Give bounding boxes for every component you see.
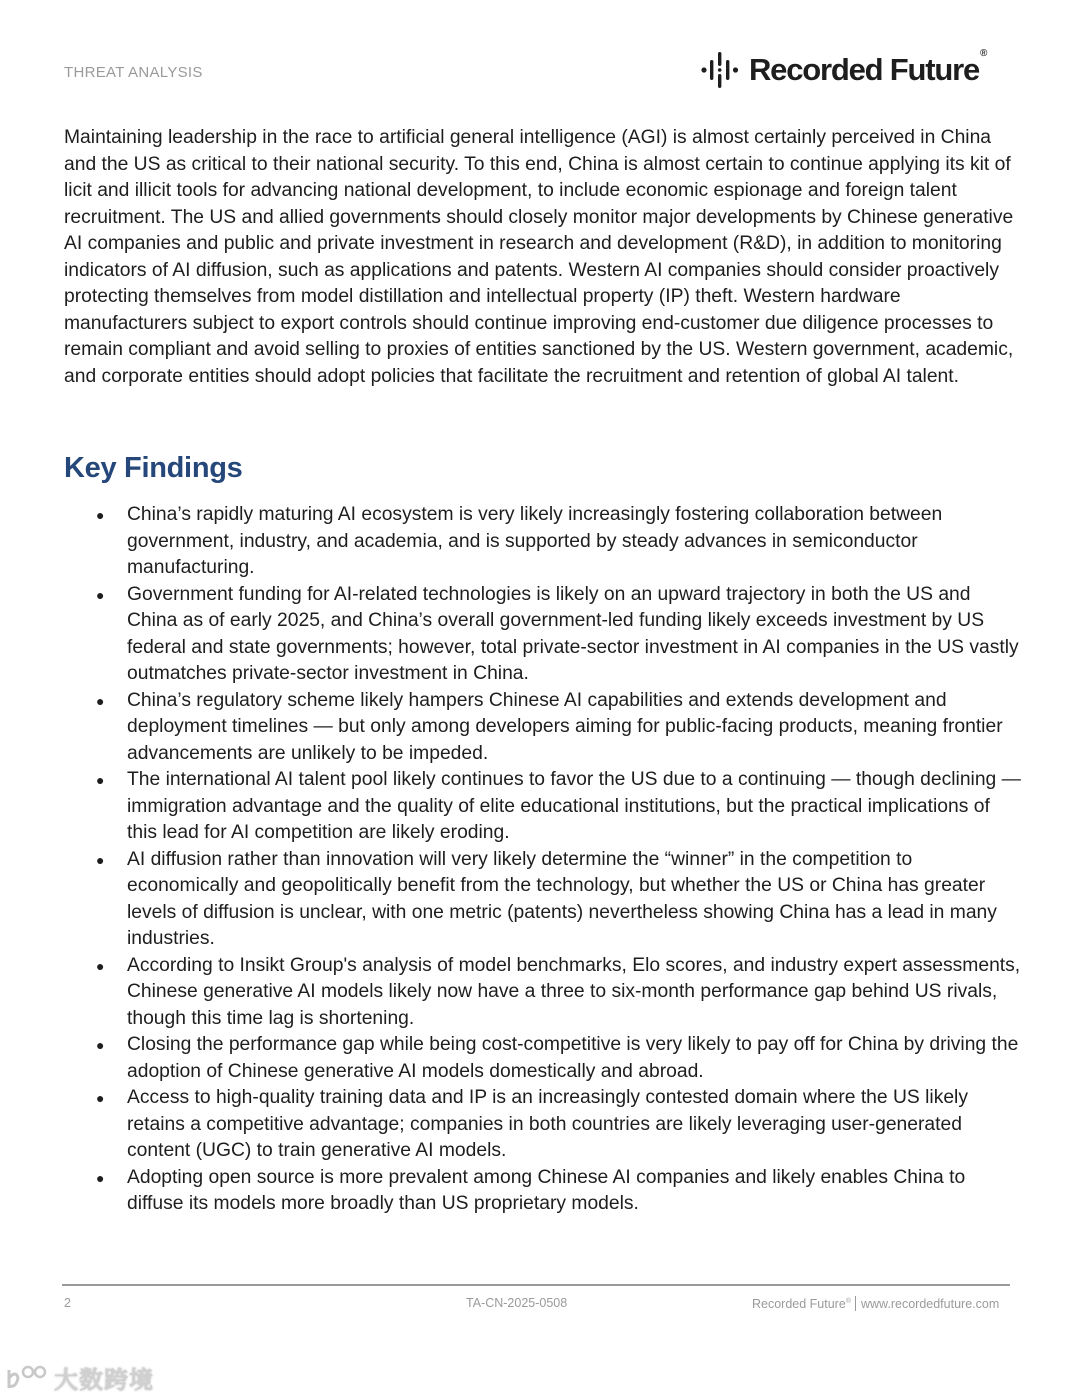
bullet-icon: ● <box>96 1169 105 1186</box>
bullet-icon: ● <box>96 851 105 868</box>
bullet-icon: ● <box>96 1090 105 1106</box>
document-code: TA-CN-2025-0508 <box>466 1296 568 1310</box>
watermark <box>6 1360 154 1395</box>
intro-paragraph: Maintaining leadership in the race to artificial general intelligence (AGI) is almost certainly perceived in China and the US as critical to their national security. To this end, China is almost certain to continue applying its kit of licit and illicit tools for advancing national development, to include economic espionage and foreign talent recruitment. The US and allied governments should closely monitor major developments by Chinese generative AI companies and public and private investment in research and development (R&D), in addition to monitoring indicators of AI diffusion, such as applications and patents. Western AI companies should consider proactively protecting themselves from model distillation and intellectual property (IP) theft. Western hardware manufacturers subject to export controls should continue improving end-customer due diligence processes to remain compliant and avoid selling to proxies of entities sanctioned by the US. Western government, academic, and corporate entities should adopt policies that facilitate the recruitment and retention of global AI talent. <box>64 127 1014 387</box>
finding-item: ● According to Insikt Group's analysis of model benchmarks, Elo scores, and industry expert assessments, Chinese generative AI models likely now have a three to six-month performance gap behind US rivals, though this time lag is shortening. <box>96 954 1021 1029</box>
footer-divider <box>62 1284 1010 1286</box>
key-findings-list <box>96 502 1022 1218</box>
finding-item: ● China’s rapidly maturing AI ecosystem is very likely increasingly fostering collaboration between government, industry, and academia, and is supported by steady advances in semiconductor manufacturing. <box>96 504 943 578</box>
key-findings-heading: Key Findings <box>64 452 243 484</box>
finding-item: ● Access to high-quality training data and IP is an increasingly contested domain where the US likely retains a competitive advantage; companies in both countries are likely leveraging user-generated content (UGC) to train generative AI models. <box>96 1087 968 1161</box>
bullet-icon: ● <box>96 507 105 523</box>
recorded-future-logo-icon <box>701 50 745 90</box>
finding-item: ● Closing the performance gap while being cost-competitive is very likely to pay off for China by driving the adoption of Chinese generative AI models domestically and abroad. <box>96 1034 1019 1082</box>
website-link[interactable]: www.recordedfuture.com <box>860 1297 1000 1311</box>
page-number: 2 <box>64 1296 71 1310</box>
logo-text: Recorded Future® <box>749 48 987 87</box>
finding-item: ● China’s regulatory scheme likely hampers Chinese AI capabilities and extends development and deployment timelines — but only among developers aiming for public-facing products, meaning frontier advancements are unlikely to be impeded. <box>96 689 1003 764</box>
finding-item: ● AI diffusion rather than innovation will very likely determine the “winner” in the competition to economically and geopolitically benefit from the technology, but whether the US or China has greater levels of diffusion is unclear, with one metric (patents) nevertheless showing China has a lead in many industries. <box>96 848 997 949</box>
brand-logo <box>701 50 986 90</box>
bullet-icon: ● <box>96 692 105 709</box>
bullet-icon: ● <box>96 957 105 974</box>
watermark-logo-icon <box>6 1364 50 1392</box>
finding-item: ● Adopting open source is more prevalent among Chinese AI companies and likely enables China to diffuse its models more broadly than US proprietary models. <box>96 1166 966 1214</box>
section-label: THREAT ANALYSIS <box>64 64 203 81</box>
bullet-icon: ● <box>96 1037 105 1053</box>
footer-brand: Recorded Future® www.recordedfuture.com <box>752 1297 1000 1311</box>
watermark-text: 大数跨境 <box>54 1367 154 1394</box>
footer-separator <box>855 1296 856 1311</box>
bullet-icon: ● <box>96 772 105 788</box>
finding-item: ● The international AI talent pool likely continues to favor the US due to a continuing — though declining — immigration advantage and the quality of elite educational institutions, but the practical implications of this lead for AI competition are likely eroding. <box>96 769 1021 843</box>
finding-item: ● Government funding for AI-related technologies is likely on an upward trajectory in both the US and China as of early 2025, and China’s overall government-led funding likely exceeds investment by US federal and state governments; however, total private-sector investment in AI companies in the US vastly outmatches private-sector investment in China. <box>96 583 1019 684</box>
bullet-icon: ● <box>96 586 105 603</box>
